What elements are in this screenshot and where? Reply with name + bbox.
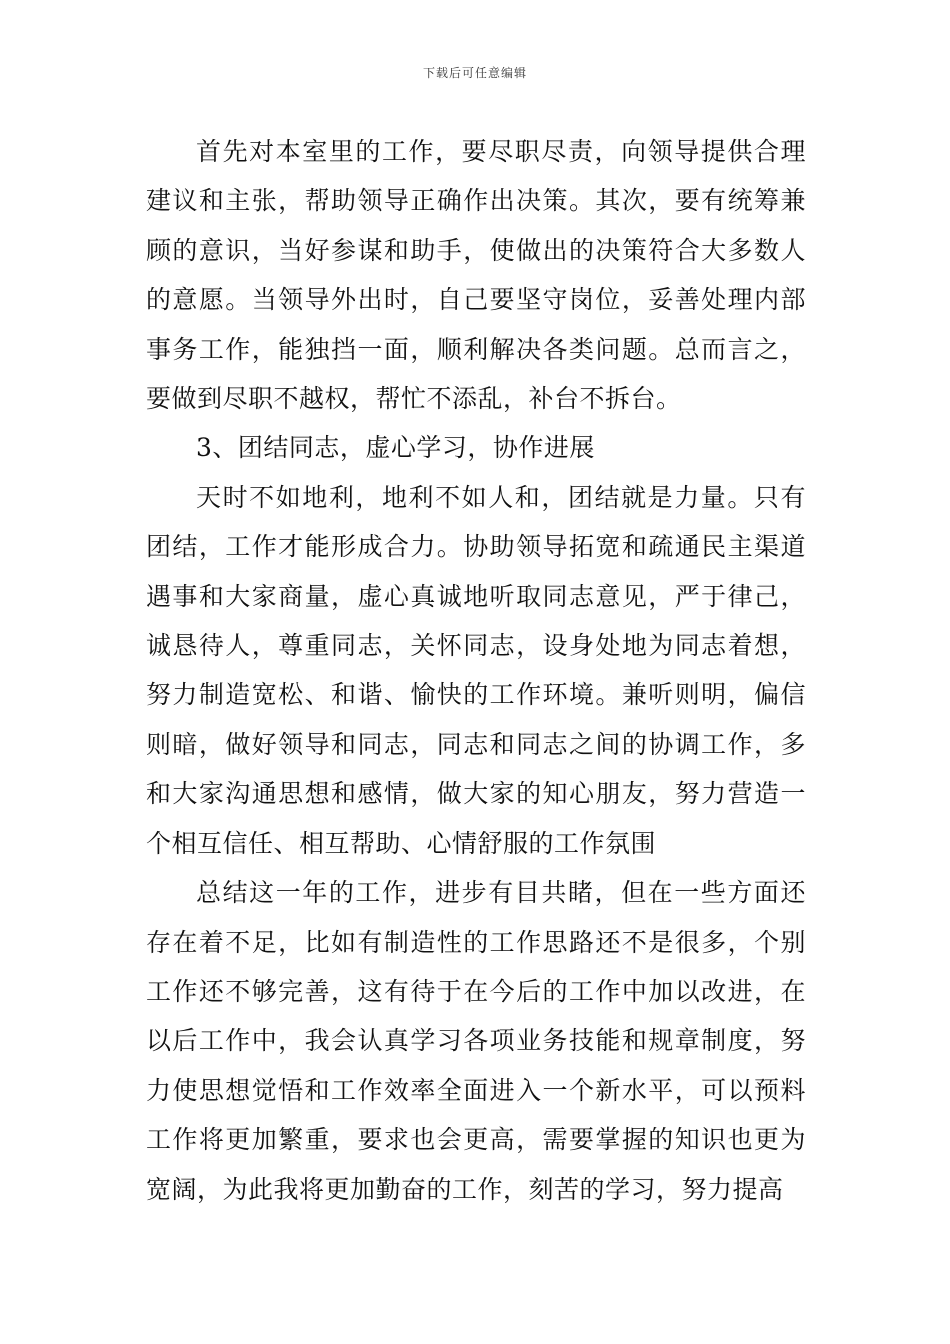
paragraph-duties: 首先对本室里的工作，要尽职尽责，向领导提供合理建议和主张，帮助领导正确作出决策。其次，要有统筹兼顾的意识，当好参谋和助手，使做出的决策符合大多数人的意愿。当领导外出时，自己要坚守岗位，妥善处理内部事务工作，能独挡一面，顺利解决各类问题。总而言之，要做到尽职不越权，帮忙不添乱，补台不拆台。: [146, 137, 806, 414]
header-note: 下载后可任意编辑: [422, 66, 527, 80]
document-body: [146, 127, 806, 1214]
paragraph-summary: 总结这一年的工作，进步有目共睹，但在一些方面还存在着不足，比如有制造性的工作思路还不是很多，个别工作还不够完善，这有待于在今后的工作中加以改进，在以后工作中，我会认真学习各项业务技能和规章制度，努力使思想觉悟和工作效率全面进入一个新水平，可以预料工作将更加繁重，要求也会更高，需要掌握的知识也更为宽阔，为此我将更加勤奋的工作，刻苦的学习，努力提高: [146, 878, 806, 1204]
section-heading-unity: 3、团结同志，虚心学习，协作进展: [196, 433, 595, 463]
paragraph-unity: 天时不如地利，地利不如人和，团结就是力量。只有团结，工作才能形成合力。协助领导拓宽和疏通民主渠道遇事和大家商量，虚心真诚地听取同志意见，严于律己，诚恳待人，尊重同志，关怀同志，设身处地为同志着想，努力制造宽松、和谐、愉快的工作环境。兼听则明，偏信则暗，做好领导和同志，同志和同志之间的协调工作，多和大家沟通思想和感情，做大家的知心朋友，努力营造一个相互信任、相互帮助、心情舒服的工作氛围: [146, 482, 806, 858]
